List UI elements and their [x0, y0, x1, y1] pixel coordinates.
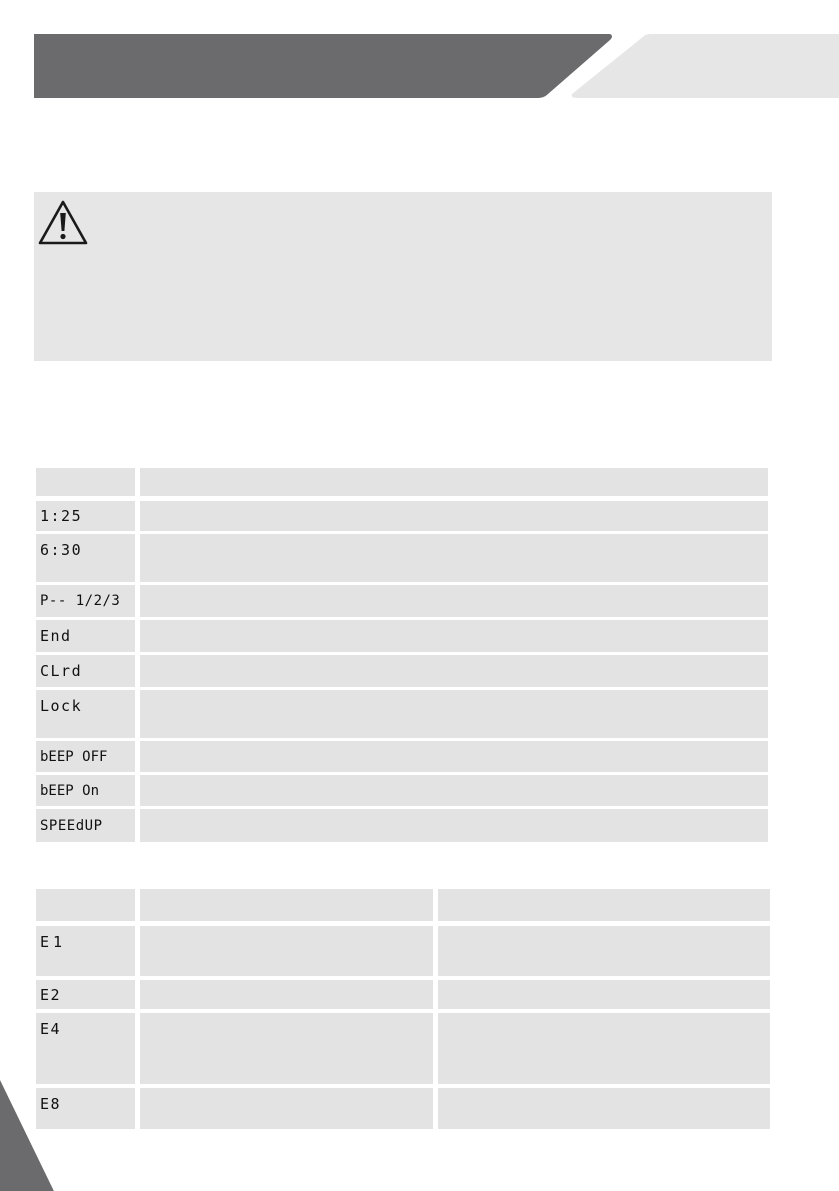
cause-cell	[140, 926, 433, 976]
table-header-cell	[140, 468, 768, 496]
cause-cell	[140, 1088, 433, 1129]
solution-cell	[438, 926, 770, 976]
table-header-cell	[438, 889, 770, 921]
description-cell	[140, 690, 768, 738]
table-header-cell	[36, 468, 135, 496]
code-cell	[36, 534, 135, 582]
table-header-cell	[36, 889, 135, 921]
description-cell	[140, 585, 768, 617]
code-cell	[36, 926, 135, 976]
display-code: Lock	[40, 697, 83, 715]
solution-cell	[438, 1013, 770, 1084]
error-code: E2	[40, 985, 62, 1004]
description-cell	[140, 620, 768, 652]
error-code: E8	[40, 1095, 62, 1113]
solution-cell	[438, 980, 770, 1009]
code-cell	[36, 1013, 135, 1084]
error-code: E4	[40, 1020, 62, 1038]
solution-cell	[438, 1088, 770, 1129]
page-corner-tab	[0, 1080, 80, 1191]
code-cell	[36, 655, 135, 687]
code-cell	[36, 501, 135, 531]
code-cell	[36, 980, 135, 1009]
display-code: SPEEdUP	[40, 817, 103, 834]
warning-triangle-icon	[37, 199, 89, 247]
code-cell	[36, 809, 135, 842]
code-cell	[36, 775, 135, 806]
cause-cell	[140, 1013, 433, 1084]
code-cell	[36, 585, 135, 617]
display-code: bEEP OFF	[40, 748, 108, 765]
cause-cell	[140, 980, 433, 1009]
display-code: 6:30	[40, 541, 83, 559]
description-cell	[140, 501, 768, 531]
display-code: CLrd	[40, 662, 83, 680]
header-bar	[0, 0, 839, 110]
description-cell	[140, 741, 768, 772]
warning-box	[34, 192, 772, 361]
table-header-cell	[140, 889, 433, 921]
header-tab	[572, 34, 839, 98]
display-code: bEEP On	[40, 782, 100, 799]
description-cell	[140, 809, 768, 842]
code-cell	[36, 690, 135, 738]
description-cell	[140, 534, 768, 582]
description-cell	[140, 775, 768, 806]
description-cell	[140, 655, 768, 687]
error-code: E1	[40, 933, 67, 951]
display-code: P-- 1/2/3	[40, 593, 121, 609]
code-cell	[36, 620, 135, 652]
display-code: End	[40, 627, 72, 645]
display-code: 1:25	[40, 507, 83, 525]
code-cell	[36, 741, 135, 772]
